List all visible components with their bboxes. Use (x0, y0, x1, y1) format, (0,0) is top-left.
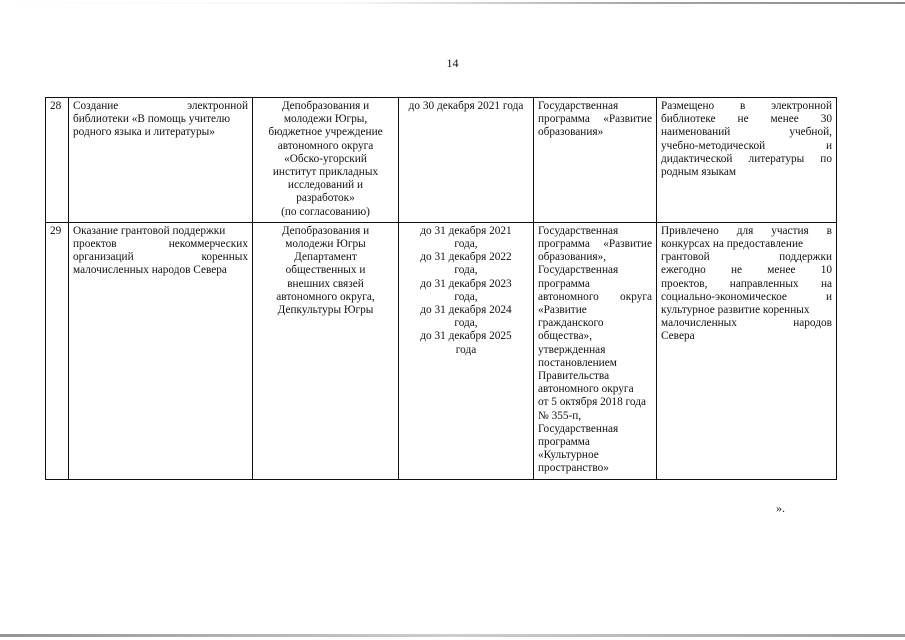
event-line: библиотеки «В помощь учителю (73, 113, 231, 126)
responsible-line: общественных и (285, 264, 366, 277)
event-line: организаций коренных (73, 251, 248, 264)
result-cell (657, 98, 837, 223)
term-line: года, (454, 317, 478, 330)
event-line: Создание электронной (73, 100, 248, 112)
result-line: дидактической литературы по (661, 152, 832, 165)
result-line: ежегодно не менее 10 (661, 264, 832, 277)
result-line: Привлечено для участия в (661, 224, 832, 237)
source-line: автономного округа (538, 383, 634, 396)
result-cell (657, 222, 837, 479)
source-line: утвержденная (538, 343, 606, 356)
source-line: постановлением (538, 356, 617, 369)
result-line: конкурсах на предоставление (661, 238, 804, 251)
term-cell (399, 222, 534, 479)
source-line: общества», (538, 330, 593, 343)
source-line: пространство» (538, 462, 609, 475)
responsible-line: Департамент (294, 251, 357, 264)
responsible-cell (253, 98, 399, 223)
source-line: автономного округа (538, 290, 652, 303)
responsible-cell (253, 222, 399, 479)
result-line: наименований учебной, (661, 126, 832, 139)
source-cell (534, 98, 657, 223)
responsible-line: институт прикладных (272, 166, 379, 179)
responsible-line: Депобразования и (281, 224, 370, 237)
result-line: родным языкам (661, 166, 737, 179)
result-line: малочисленных народов (661, 317, 832, 330)
term-line: до 30 декабря 2021 года (408, 100, 524, 112)
term-line: до 31 декабря 2021 (420, 224, 512, 237)
responsible-line: Депкультуры Югры (277, 304, 374, 317)
responsible-line: исследований и (287, 179, 364, 192)
measures-table (45, 97, 837, 480)
responsible-line: Депобразования и (281, 100, 370, 112)
source-line: Правительства (538, 370, 610, 383)
event-line: Оказание грантовой поддержки (73, 224, 226, 237)
source-line: Государственная (538, 100, 619, 112)
responsible-line: «Обско-угорский (284, 152, 367, 165)
responsible-line: молодежи Югры, (283, 113, 368, 126)
term-line: года, (454, 264, 478, 277)
responsible-line: (по согласованию) (281, 205, 370, 218)
event-cell (69, 98, 253, 223)
table-row-29 (46, 222, 837, 479)
result-line: культурное развитие коренных (661, 304, 810, 317)
closing-quote-mark: ». (776, 501, 785, 515)
result-line: грантовой поддержки (661, 251, 832, 264)
row-number: 29 (46, 222, 69, 479)
source-cell (534, 222, 657, 479)
source-line: «Развитие (538, 304, 587, 317)
term-line: до 31 декабря 2022 (420, 251, 512, 264)
responsible-line: автономного округа, (276, 290, 375, 303)
term-line: года (455, 343, 477, 356)
source-line: Государственная (538, 422, 619, 435)
page-number: 14 (446, 56, 459, 70)
term-cell (399, 98, 534, 223)
source-line: № 355-п, (538, 409, 582, 422)
source-line: программа «Развитие (538, 238, 652, 251)
source-line: программа «Развитие (538, 113, 652, 126)
event-line: родного языка и литературы» (73, 126, 215, 139)
table-row-28 (46, 98, 837, 223)
source-line: образования» (538, 126, 604, 139)
term-line: до 31 декабря 2023 (420, 277, 512, 290)
result-line: проектов, направленных на (661, 277, 832, 290)
result-line: социально-экономическое и (661, 290, 832, 303)
result-line: библиотеке не менее 30 (661, 113, 832, 126)
term-line: года, (454, 290, 478, 303)
source-line: программа (538, 277, 590, 290)
responsible-line: молодежи Югры (285, 238, 366, 251)
source-line: Государственная (538, 224, 619, 237)
term-line: до 31 декабря 2024 (420, 304, 512, 317)
source-line: «Культурное (538, 449, 599, 462)
source-line: программа (538, 436, 590, 449)
source-line: образования», (538, 251, 607, 264)
term-line: до 31 декабря 2025 (420, 330, 512, 343)
event-line: малочисленных народов Севера (73, 264, 227, 277)
event-line: проектов некоммерческих (73, 238, 248, 251)
row-number: 28 (46, 98, 69, 223)
source-line: Государственная (538, 264, 619, 277)
responsible-line: разработок» (296, 192, 355, 205)
term-line: года, (454, 238, 478, 251)
event-cell (69, 222, 253, 479)
result-line: Севера (661, 330, 695, 343)
scan-edge-top (0, 2, 905, 4)
result-line: учебно-методической и (661, 139, 832, 152)
source-line: от 5 октября 2018 года (538, 396, 646, 409)
source-line: гражданского (538, 317, 604, 330)
result-line: Размещено в электронной (661, 100, 832, 112)
responsible-line: внешних связей (287, 277, 364, 290)
responsible-line: автономного округа (277, 139, 374, 152)
scan-edge-bottom (0, 634, 905, 637)
responsible-line: бюджетное учреждение (268, 126, 383, 139)
